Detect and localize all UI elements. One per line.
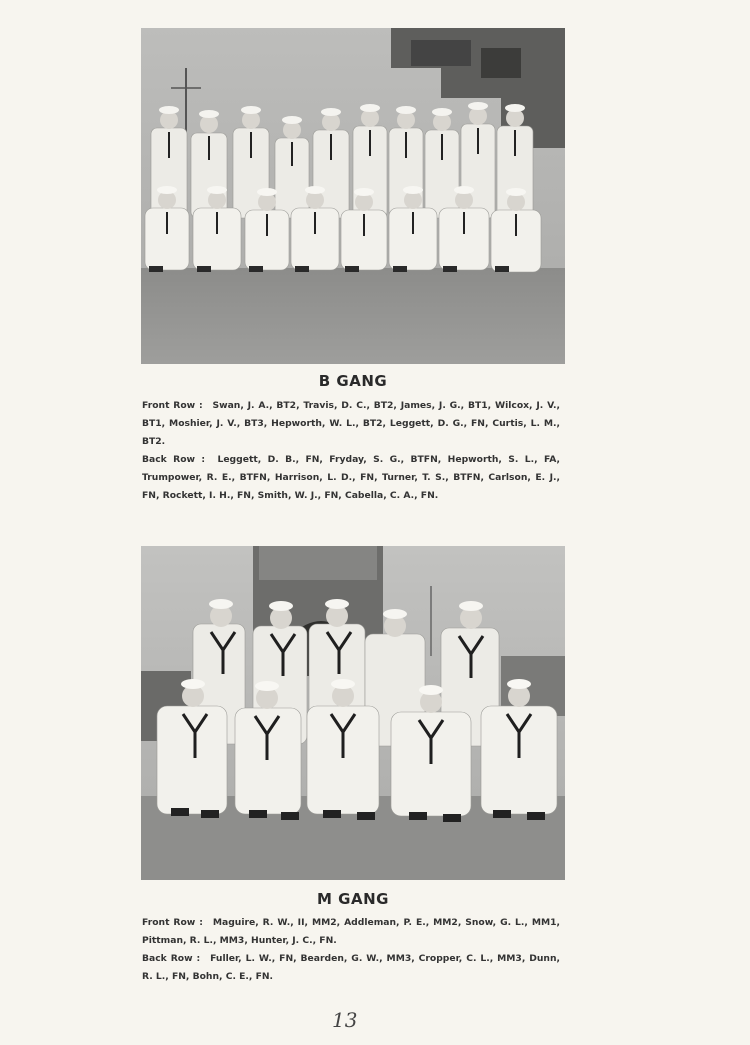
m-gang-back-row-label: Back Row : [142, 953, 201, 964]
b-gang-back-row-names: Leggett, D. B., FN, Fryday, S. G., BTFN, Hepworth, S. L., FA, Trumpower, R. E., BTFN, Harrison, L. D., FN, Turner, T. S., BTFN, Carlson, E. J., FN, Rockett, I. H., FN, Smith, W. J., FN, Cabella, C. A., FN. [142, 454, 560, 501]
b-gang-front-row-label: Front Row : [142, 400, 203, 411]
b-gang-front-row-names: Swan, J. A., BT2, Travis, D. C., BT2, James, J. G., BT1, Wilcox, J. V., BT1, Moshier, J. V., BT3, Hepworth, W. L., BT2, Leggett, D. G., FN, Curtis, L. M., BT2. [142, 400, 560, 447]
m-gang-back-row [142, 950, 560, 986]
m-gang-back-row-names: Fuller, L. W., FN, Bearden, G. W., MM3, Cropper, C. L., MM3, Dunn, R. L., FN, Bohn, C. E., FN. [142, 953, 560, 982]
m-gang-heading: M GANG [317, 890, 389, 908]
b-gang-back-row [142, 451, 560, 505]
b-gang-caption [142, 397, 560, 505]
m-gang-caption [142, 914, 560, 986]
b-gang-group-photo [141, 28, 565, 364]
m-gang-front-row-names: Maguire, R. W., II, MM2, Addleman, P. E., MM2, Snow, G. L., MM1, Pittman, R. L., MM3, Hunter, J. C., FN. [142, 917, 561, 946]
b-gang-photo-illustration [141, 28, 565, 364]
b-gang-heading: B GANG [318, 372, 388, 390]
m-gang-front-row-label: Front Row : [142, 917, 203, 928]
m-gang-group-photo [141, 546, 565, 880]
page-number: 13 [332, 1008, 358, 1032]
m-gang-front-row [142, 914, 560, 950]
m-gang-photo-illustration [141, 546, 565, 880]
b-gang-back-row-label: Back Row : [142, 454, 206, 465]
b-gang-front-row [142, 397, 560, 451]
